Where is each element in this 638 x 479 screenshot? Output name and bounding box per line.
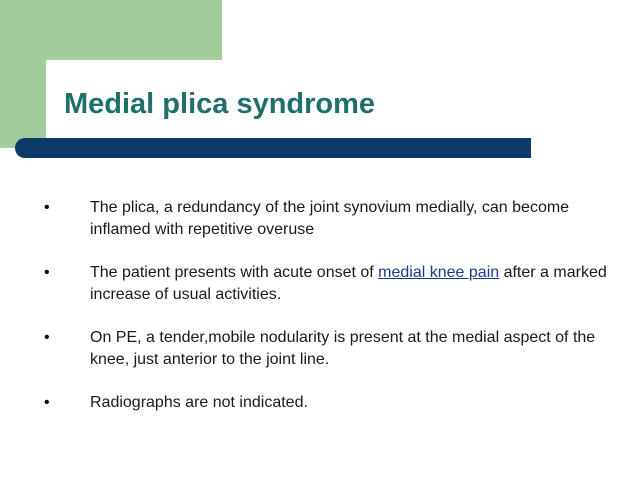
bullet-dot-icon: • <box>44 199 50 216</box>
medial-knee-pain-link[interactable]: medial knee pain <box>378 264 500 281</box>
slide-title: Medial plica syndrome <box>64 88 376 120</box>
bullet-item-exam <box>0 327 610 371</box>
bullet-item-radiographs <box>0 392 610 414</box>
bullet-item-presentation <box>0 262 610 306</box>
bullet-text-after-link: after a marked increase of usual activities. <box>90 264 607 303</box>
bullet-dot-icon: • <box>44 394 50 411</box>
bullet-text-before-link: The patient presents with acute onset of <box>90 264 379 281</box>
bullet-text: The plica, a redundancy of the joint synovium medially, can become inflamed with repetitive overuse <box>90 199 570 238</box>
bullet-text: Radiographs are not indicated. <box>90 394 308 411</box>
bullet-list <box>0 197 638 435</box>
title-underline-bar <box>15 138 531 158</box>
bullet-dot-icon: • <box>44 264 50 281</box>
bullet-text: On PE, a tender,mobile nodularity is present at the medial aspect of the knee, just anterior to the joint line. <box>90 329 596 368</box>
bullet-dot-icon: • <box>44 329 50 346</box>
bullet-item-plica <box>0 197 610 241</box>
